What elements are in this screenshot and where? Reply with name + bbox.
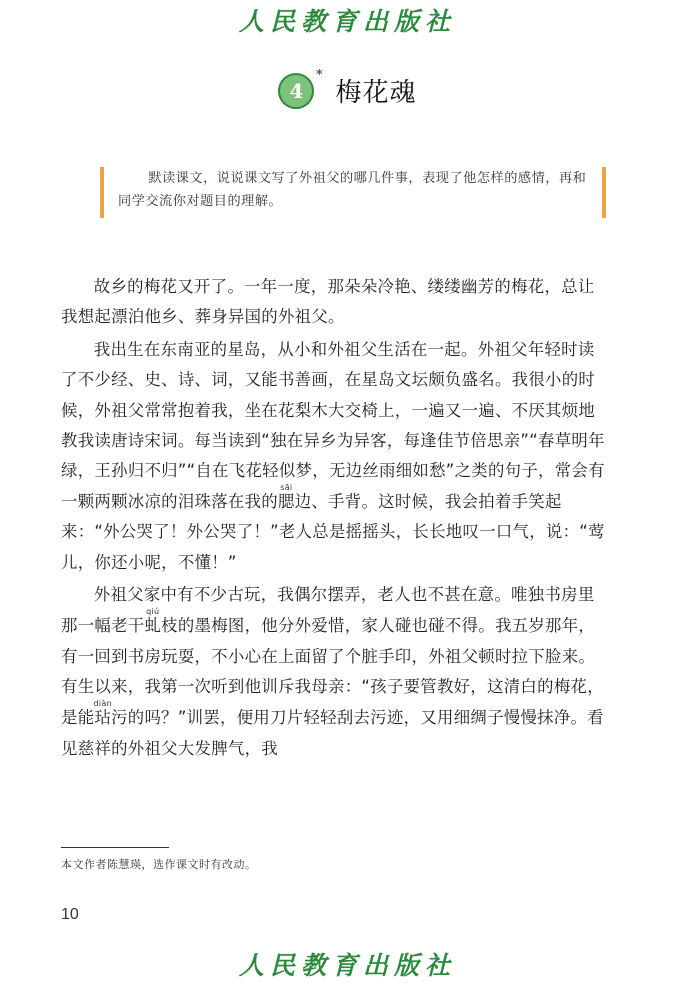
reading-prompt-box (100, 167, 606, 218)
page-number: 10 (61, 906, 79, 923)
paragraph-2-text: 我出生在东南亚的星岛，从小和外祖父生活在一起。外祖父年轻时读了不少经、史、诗、词，又能书善画，在星岛文坛颇负盛名。我很小的时候，外祖父常常抱着我，坐在花梨木大交椅上，一遍又一遍、不厌其烦地教我读唐诗宋词。每当读到“独在异乡为异客，每逢佳节倍思亲”“春草明年绿，王孙归不归”“自在飞花轻似梦，无边丝雨细如愁”之类的句子，常会有一颗两颗冰凉的泪珠落在我的 (61, 339, 605, 511)
publisher-logo-top: 人民教育出版社 (238, 7, 456, 36)
paragraph-3-start: 外祖父家中有不少古玩，我偶尔摆弄，老人也不甚在意。唯独书房里那一幅老干 (61, 585, 595, 635)
paragraph-3 (61, 580, 609, 765)
reading-prompt-text: 默读课文，说说课文写了外祖父的哪几件事，表现了他怎样的感情，再和同学交流你对题目的理解。 (118, 171, 587, 209)
paragraph-2-end: 边、手背。这时候，我会拍着手笑起来：“外公哭了！外公哭了！”老人总是摇摇头，长长地叹一口气，说：“莺儿，你还小呢，不懂！” (61, 491, 605, 572)
footnote-divider (61, 847, 169, 848)
paragraph-1: 故乡的梅花又开了。一年一度，那朵朵冷艳、缕缕幽芳的梅花，总让我想起漂泊他乡、葬身异国的外祖父。 (61, 277, 595, 327)
footnote: 本文作者陈慧瑛，选作课文时有改动。 (61, 858, 257, 871)
paragraph-3-end: 污的吗？”训罢，便用刀片轻轻刮去污迹，又用细绸子慢慢抹净。看见慈祥的外祖父大发脾气，我 (61, 708, 604, 759)
lesson-body (61, 272, 609, 767)
publisher-logo-bottom: 人民教育出版社 (238, 951, 456, 980)
paragraph-2 (61, 335, 609, 578)
lesson-number: 4 (289, 78, 304, 103)
lesson-header (0, 67, 695, 109)
self-study-marker: * (315, 67, 323, 83)
pinyin-annotation-sai: 腮sāi (277, 482, 295, 511)
lesson-number-badge (278, 67, 323, 109)
lesson-title: 梅花魂 (335, 78, 417, 108)
paragraph-3-mid: 枝的墨梅图，他分外爱惜，家人碰也碰不得。我五岁那年，有一回到书房玩耍，不小心在上面留了个脏手印，外祖父顿时拉下脸来。有生以来，我第一次听到他训斥我母亲：“孩子要管教好，这清白的梅花，是能 (61, 615, 604, 728)
pinyin-annotation-qiu: 虬qiú (144, 606, 162, 635)
pinyin-annotation-dian: 玷diàn (93, 699, 112, 728)
